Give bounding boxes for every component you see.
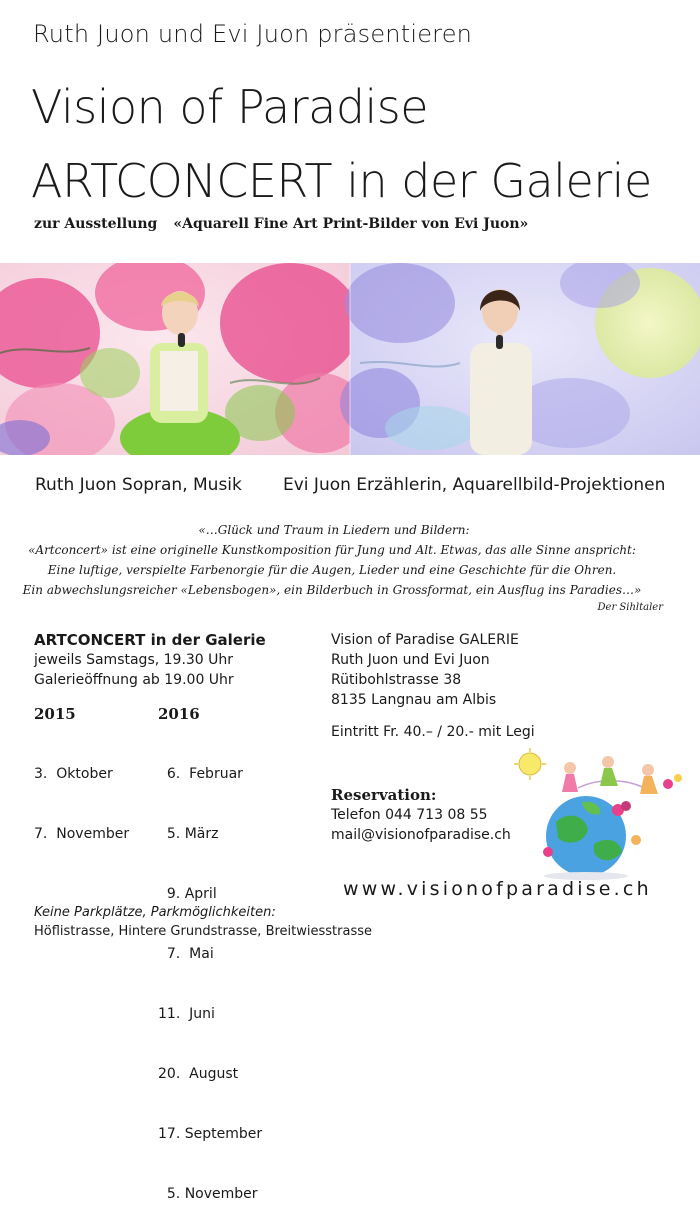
date-item: 9. April: [158, 886, 217, 902]
parking-note: Keine Parkplätze, Parkmöglichkeiten:: [34, 905, 276, 920]
performers-photo: [0, 263, 700, 455]
quote-line: «Artconcert» ist eine originelle Kunstkomposition für Jung und Alt. Etwas, das alle Sinne anspricht:: [28, 543, 636, 557]
schedule-info: [34, 630, 266, 690]
title-line-1: Vision of Paradise: [31, 80, 429, 134]
parking-streets: Höflistrasse, Hintere Grundstrasse, Breitwiesstrasse: [34, 924, 372, 939]
venue-street: Rütibohlstrasse 38: [331, 672, 462, 688]
date-item: 5. November: [158, 1186, 258, 1202]
year-2016: 2016: [158, 705, 200, 723]
quote-line: «…Glück und Traum in Liedern und Bildern:: [198, 523, 470, 537]
year-2015: 2015: [34, 705, 76, 723]
venue-address: [331, 630, 519, 710]
subtitle-exhibition: «Aquarell Fine Art Print-Bilder von Evi Juon»: [173, 216, 529, 232]
venue-city: 8135 Langnau am Albis: [331, 692, 497, 708]
date-item: 5. März: [158, 826, 219, 842]
parking-info: [34, 903, 372, 941]
quote-line: Eine luftige, verspielte Farbenorgie für die Augen, Lieder und eine Geschichte für die Ohren.: [47, 563, 617, 577]
schedule-opening: Galerieöffnung ab 19.00 Uhr: [34, 672, 234, 688]
reservation-email[interactable]: mail@visionofparadise.ch: [331, 827, 511, 843]
reservation-info: [331, 785, 511, 845]
date-item: 7. Mai: [158, 946, 214, 962]
date-item: 6. Februar: [158, 766, 243, 782]
website-url[interactable]: www.visionofparadise.ch: [343, 878, 652, 900]
schedule-heading: ARTCONCERT in der Galerie: [34, 631, 266, 649]
reservation-heading: Reservation:: [331, 786, 437, 804]
date-item: 11. Juni: [158, 1006, 215, 1022]
reservation-phone: Telefon 044 713 08 55: [331, 807, 488, 823]
globe-illustration: [508, 748, 696, 880]
subtitle-label: zur Ausstellung: [34, 216, 158, 232]
venue-name: Vision of Paradise GALERIE: [331, 632, 519, 648]
title-line-2: ARTCONCERT in der Galerie: [31, 154, 652, 208]
performer-ruth: Ruth Juon Sopran, Musik: [35, 475, 242, 495]
performer-evi: Evi Juon Erzählerin, Aquarellbild-Projektionen: [283, 475, 666, 495]
dates-2015: [34, 724, 129, 864]
entry-price: Eintritt Fr. 40.– / 20.- mit Legi: [331, 724, 535, 740]
quote-source: Der Sihltaler: [597, 602, 663, 613]
date-item: 20. August: [158, 1066, 239, 1082]
venue-hosts: Ruth Juon und Evi Juon: [331, 652, 490, 668]
dates-2016: [158, 724, 262, 1224]
date-item: 3. Oktober: [34, 766, 113, 782]
presenters-line: Ruth Juon und Evi Juon präsentieren: [33, 20, 473, 48]
date-item: 7. November: [34, 826, 130, 842]
press-quote: [0, 520, 664, 600]
date-item: 17. September: [158, 1126, 263, 1142]
schedule-time: jeweils Samstags, 19.30 Uhr: [34, 652, 234, 668]
quote-line: Ein abwechslungsreicher «Lebensbogen», ein Bilderbuch in Grossformat, ein Ausflug ins Paradies…»: [22, 583, 642, 597]
exhibition-subtitle: [34, 216, 528, 232]
